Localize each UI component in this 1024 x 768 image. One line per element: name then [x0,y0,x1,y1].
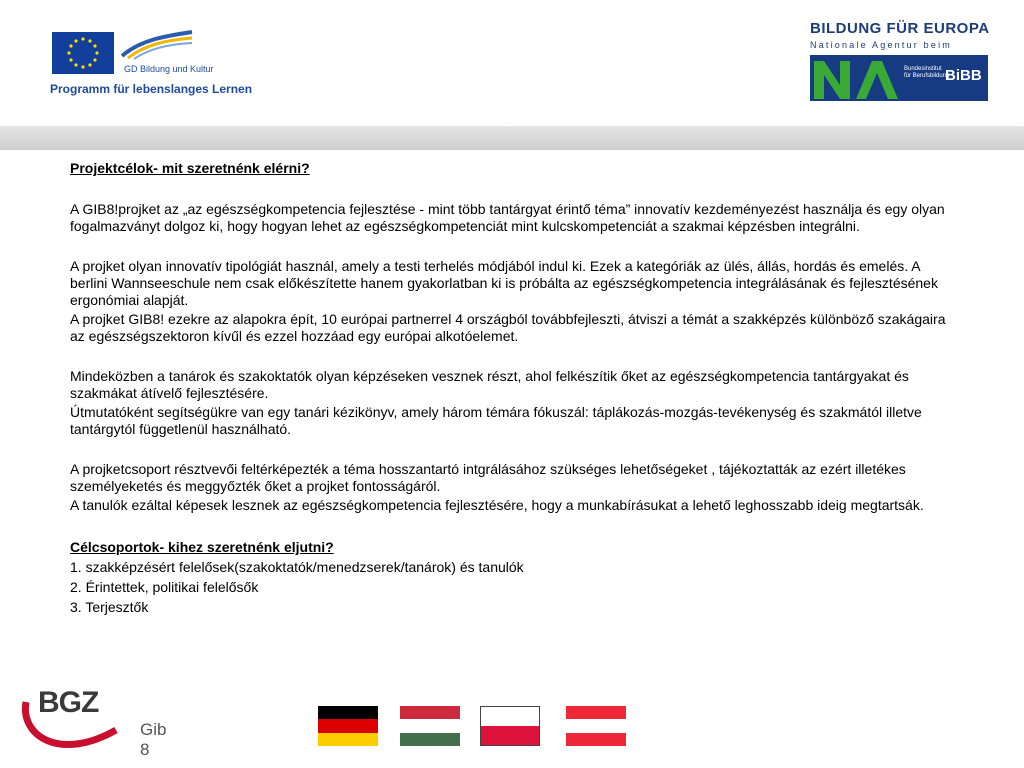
slide-content [70,160,960,617]
paragraph: Útmutatóként segítségükre van egy tanári kézikönyv, amely három témára fókuszál: táplákozás-mozgás-tevékenység és szakmától illetve tantárgytól függetlenül használható. [70,404,922,437]
flag-stripe [481,726,539,745]
list-item: 1. szakképzésért felelősek(szakoktatók/menedzserek/tanárok) és tanulók [70,559,524,575]
poland-flag-icon [480,706,540,746]
austria-flag-icon [566,706,626,746]
bibb-logo-box [810,55,988,101]
eu-flag-icon [52,32,114,74]
section-heading-target-groups: Célcsoportok- kihez szeretnénk eljutni? [70,539,334,555]
eu-logo-subtitle: GD Bildung und Kultur [124,64,214,74]
bfe-title: BILDUNG FÜR EUROPA [810,20,990,37]
flag-stripe [400,719,460,732]
bibb-institute-name [904,66,949,80]
flag-stripe [481,707,539,726]
bgz-logo [20,686,180,762]
flag-stripe [400,733,460,746]
list-item: 2. Érintettek, politikai felelősők [70,579,259,595]
section-heading-goals: Projektcélok- mit szeretnénk elérni? [70,160,310,176]
project-label: Gib 8 [140,720,167,759]
flag-stripe [566,719,626,732]
germany-flag-icon [318,706,378,746]
hungary-flag-icon [400,706,460,746]
paragraph: A tanulók ezáltal képesek lesznek az egészségkompetencia fejlesztésére, hogy a munkabírásukat a lehető leghosszabb ideig megtartsák. [70,497,924,513]
paragraph: A projketcsoport résztvevői feltérképezték a téma hosszantartó intgrálásához szükséges lehetőségeket , tájékoztatták az ezért illetékes személyeketés és meggyőzték őket a projket fontosságáról. [70,461,906,494]
bfe-subtitle: Nationale Agentur beim [810,40,952,50]
paragraph: A GIB8!projket az „az egészségkompetencia fejlesztése - mint több tantárgyat érintő téma” innovatív kezdeményezést használja és egy olyan fogalmazványt dolgoz ki, hogy hogyan lehet az egészségkompetenciát mint kulcskompetenciát a szakmai képzésben integrálni. [70,201,945,234]
bgz-logo-text: BGZ [38,686,99,719]
paragraph: A projket GIB8! ezekre az alapokra épít, 10 európai partnerrel 4 országból továbbfejleszti, átviszi a témát a szakképzés különböző szakágaira az egészségszektoron kívűl és ezzel hozzáad egy európai alkotóelemet. [70,311,946,344]
bibb-abbreviation: BiBB [945,67,982,84]
bibb-line-2: für Berufsbildung [904,73,950,79]
eu-program-name: Programm für lebenslanges Lernen [50,82,253,96]
header-divider-bar [0,126,1024,150]
swoosh-icon [120,30,194,60]
flag-stripe [400,706,460,719]
eu-lifelong-learning-logo [48,28,253,100]
bildung-fuer-europa-logo [806,20,996,104]
list-item: 3. Terjesztők [70,599,149,615]
paragraph: A projket olyan innovatív tipológiát használ, amely a testi terhelés módjából indul ki. Ezek a kategóriák az ülés, állás, hordás és emelés. A berlini Wannseeschule nem csak előkészítette hanem gyakorlatban ki is próbálta az egészségkompetencia integrálásának és fejlesztésének ergonómiai alapját. [70,258,938,308]
na-logo-icon [810,55,902,101]
flag-stripe [318,733,378,746]
flag-stripe [566,706,626,719]
flag-stripe [318,719,378,732]
flag-stripe [566,733,626,746]
flag-stripe [318,706,378,719]
paragraph: Mindeközben a tanárok és szakoktatók olyan képzéseken vesznek részt, ahol felkészítik őket az egészségkompetencia tantárgyakat és szakmákat átívelő fejlesztésére. [70,368,909,401]
bibb-line-1: Bundesinstitut [904,66,942,72]
